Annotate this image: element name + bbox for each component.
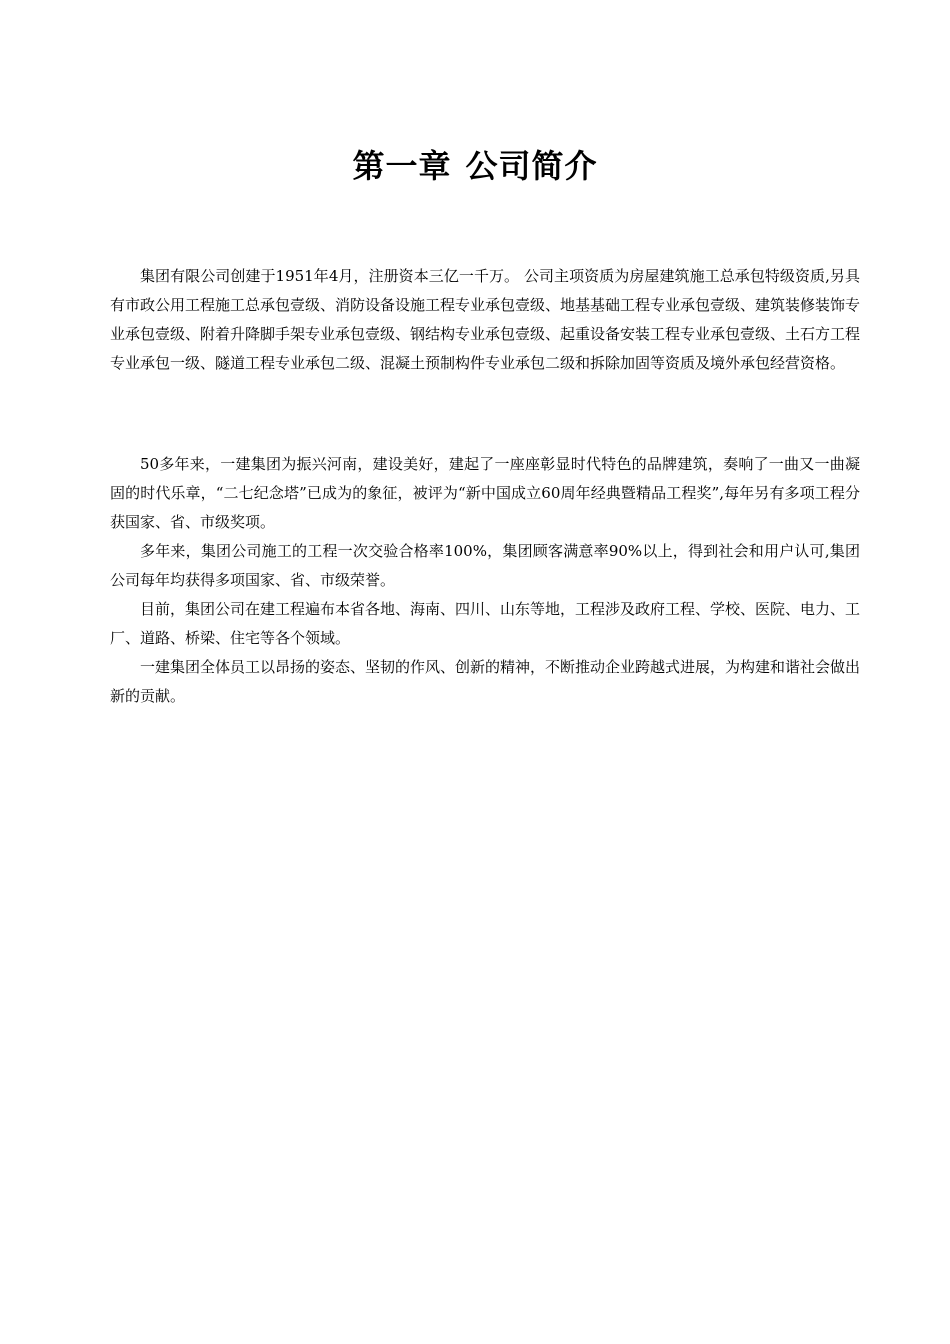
- paragraph-projects: 目前，集团公司在建工程遍布本省各地、海南、四川、山东等地，工程涉及政府工程、学校、医院、电力、工厂、道路、桥梁、住宅等各个领域。: [110, 600, 861, 647]
- intro-paragraph-block: [110, 262, 860, 378]
- paragraph-quality: 多年来，集团公司施工的工程一次交验合格率100%，集团顾客满意率90%以上，得到社会和用户认可,集团公司每年均获得多项国家、省、市级荣誉。: [110, 542, 860, 589]
- paragraph-vision: 一建集团全体员工以昂扬的姿态、坚韧的作风、创新的精神，不断推动企业跨越式进展，为构建和谐社会做出新的贡献。: [110, 658, 861, 705]
- chapter-name: 公司简介: [465, 147, 598, 185]
- chapter-title: [0, 142, 950, 190]
- chapter-number: 第一章: [352, 147, 452, 185]
- paragraph-company-qualifications: 集团有限公司创建于1951年4月，注册资本三亿一千万。 公司主项资质为房屋建筑施工总承包特级资质,另具有市政公用工程施工总承包壹级、消防设备设施工程专业承包壹级、地基基础工程专业承包壹级、建筑装修装饰专业承包壹级、附着升降脚手架专业承包壹级、钢结构专业承包壹级、起重设备安装工程专业承包壹级、土石方工程专业承包一级、隧道工程专业承包二级、混凝土预制构件专业承包二级和拆除加固等资质及境外承包经营资格。: [110, 267, 861, 372]
- history-paragraph-block: [110, 450, 860, 711]
- paragraph-history: 50多年来，一建集团为振兴河南，建设美好，建起了一座座彰显时代特色的品牌建筑，奏响了一曲又一曲凝固的时代乐章，“二七纪念塔”已成为的象征，被评为“新中国成立60周年经典暨精品工程奖”,每年另有多项工程分获国家、省、市级奖项。: [110, 455, 860, 531]
